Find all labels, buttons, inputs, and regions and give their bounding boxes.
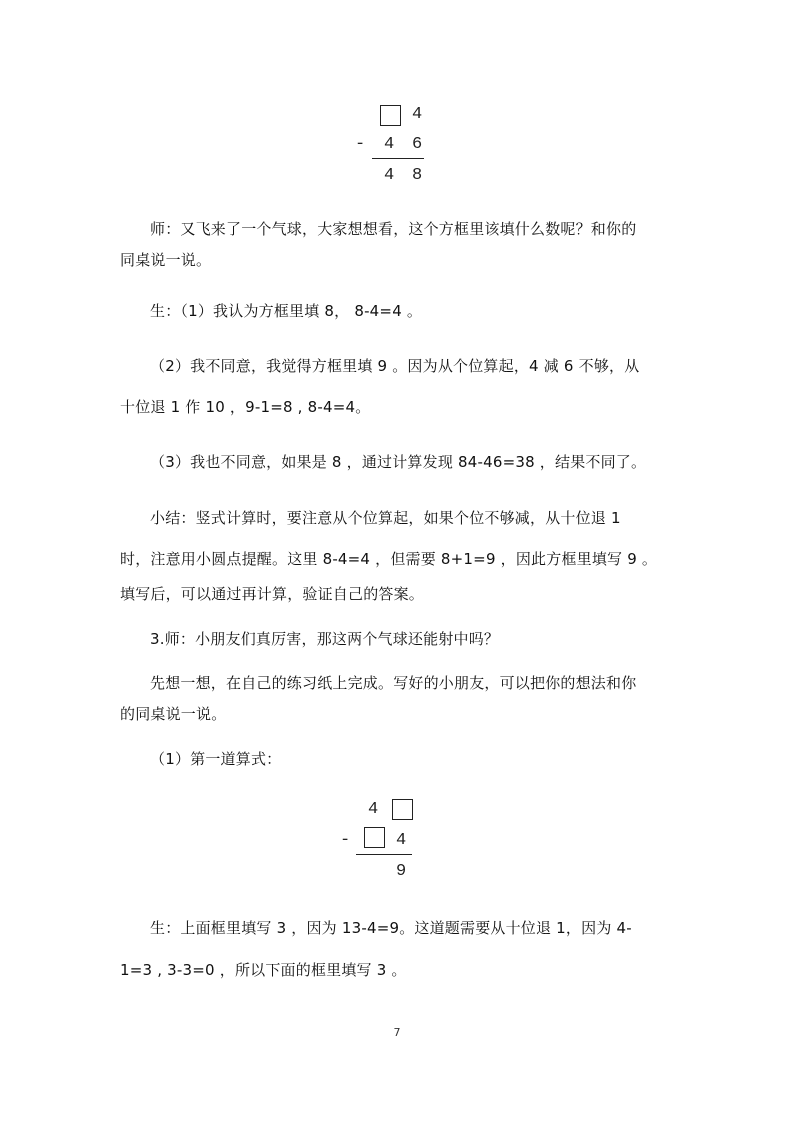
first-formula-label: （1）第一道算式： xyxy=(150,750,282,768)
answer-line-2: 1=3 , 3-3=0 ，所以下面的框里填写 3 。 xyxy=(120,961,407,979)
digit-sub-ones-2: 4 xyxy=(396,831,407,850)
minus-sign: - xyxy=(355,135,366,154)
result-line xyxy=(372,158,424,159)
instruction-line-1: 先想一想，在自己的练习纸上完成。写好的小朋友，可以把你的想法和你 xyxy=(150,674,637,692)
instruction-line-2: 的同桌说一说。 xyxy=(120,705,227,723)
student-answer-1: 生：（1）我认为方框里填 8， 8-4=4 。 xyxy=(150,302,423,320)
teacher-question-line-2: 同桌说一说。 xyxy=(120,251,212,269)
student-answer-2-line-2: 十位退 1 作 10 ，9-1=8 , 8-4=4。 xyxy=(120,398,371,416)
digit-top-tens: 4 xyxy=(368,800,379,819)
digit-result-tens: 4 xyxy=(384,166,395,185)
student-answer-3: （3）我也不同意，如果是 8 ，通过计算发现 84-46=38 ，结果不同了。 xyxy=(150,453,647,471)
digit-sub-ones: 6 xyxy=(412,135,423,154)
blank-box-ones-top xyxy=(392,799,413,820)
vertical-subtraction-2 xyxy=(336,796,426,886)
digit-sub-tens: 4 xyxy=(384,135,395,154)
minus-sign-2: - xyxy=(340,831,351,850)
answer-line-1: 生：上面框里填写 3 ，因为 13-4=9。这道题需要从十位退 1，因为 4- xyxy=(150,919,632,937)
student-answer-2-line-1: （2）我不同意，我觉得方框里填 9 。因为从个位算起，4 减 6 不够，从 xyxy=(150,357,640,375)
blank-box-tens-top xyxy=(380,105,401,126)
result-line-2 xyxy=(356,854,412,855)
teacher-question-3: 3.师：小朋友们真厉害，那这两个气球还能射中吗？ xyxy=(150,630,500,648)
teacher-question-line-1: 师：又飞来了一个气球，大家想想看，这个方框里该填什么数呢？和你的 xyxy=(150,220,637,238)
blank-box-tens-sub xyxy=(364,827,385,848)
digit-result-ones-2: 9 xyxy=(396,862,407,881)
summary-line-1: 小结：竖式计算时，要注意从个位算起，如果个位不够减，从十位退 1 xyxy=(150,509,621,527)
summary-line-2: 时，注意用小圆点提醒。这里 8-4=4 ，但需要 8+1=9 ，因此方框里填写 9 。 xyxy=(120,550,658,568)
digit-top-ones: 4 xyxy=(412,105,423,124)
page-number: 7 xyxy=(393,1026,401,1039)
vertical-subtraction-1 xyxy=(350,100,440,190)
summary-line-3: 填写后，可以通过再计算，验证自己的答案。 xyxy=(120,585,425,603)
digit-result-ones: 8 xyxy=(412,166,423,185)
